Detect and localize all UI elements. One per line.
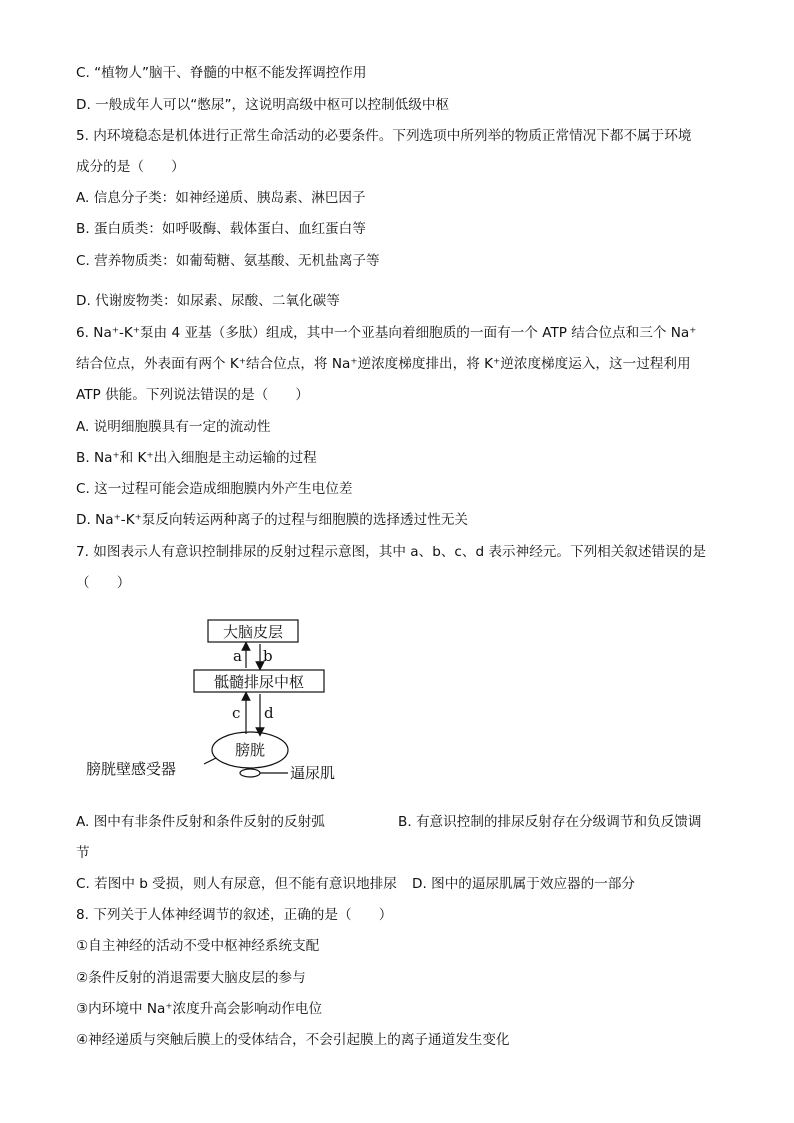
text-line: 5. 内环境稳态是机体进行正常生命活动的必要条件。下列选项中所列举的物质正常情况下都不属于环境 (76, 128, 692, 144)
text-line: C. 这一过程可能会造成细胞膜内外产生电位差 (76, 481, 353, 497)
text-line: C. “植物人”脑干、脊髓的中枢不能发挥调控作用 (76, 65, 367, 81)
cortex-label: 大脑皮层 (222, 623, 284, 641)
text-line: （ ） (76, 575, 131, 591)
text-line: D. Na⁺-K⁺泵反向转运两种离子的过程与细胞膜的选择透过性无关 (76, 512, 469, 528)
label-c: c (232, 704, 241, 722)
option-c: C. 若图中 b 受损，则人有尿意，但不能有意识地排尿 (76, 876, 397, 892)
receptor-label: 膀胱壁感受器 (86, 760, 177, 778)
label-b: b (263, 647, 273, 665)
receptor-pointer (204, 758, 216, 764)
text-line: D. 一般成年人可以“憋尿”，这说明高级中枢可以控制低级中枢 (76, 97, 450, 113)
reflex-diagram-svg (84, 612, 364, 788)
text-line: A. 信息分子类：如神经递质、胰岛素、淋巴因子 (76, 190, 366, 206)
option-b-continued: 节 (76, 845, 90, 861)
statement-item: ②条件反射的消退需要大脑皮层的参与 (76, 970, 306, 986)
text-line: B. Na⁺和 K⁺出入细胞是主动运输的过程 (76, 450, 317, 466)
option-d: D. 图中的逼尿肌属于效应器的一部分 (412, 876, 636, 892)
reflex-diagram (84, 612, 364, 788)
sphincter-shape (240, 769, 260, 777)
bladder-label: 膀胱 (234, 741, 266, 759)
option-b: B. 有意识控制的排尿反射存在分级调节和负反馈调 (398, 814, 702, 830)
statement-item: ①自主神经的活动不受中枢神经系统支配 (76, 938, 320, 954)
option-a: A. 图中有非条件反射和条件反射的反射弧 (76, 814, 325, 830)
statement-item: ④神经递质与突触后膜上的受体结合，不会引起膜上的离子通道发生变化 (76, 1032, 510, 1048)
text-line: A. 说明细胞膜具有一定的流动性 (76, 419, 271, 435)
sphincter-label: 逼尿肌 (290, 764, 336, 782)
statement-item: ③内环境中 Na⁺浓度升高会影响动作电位 (76, 1001, 323, 1017)
text-line: C. 营养物质类：如葡萄糖、氨基酸、无机盐离子等 (76, 253, 380, 269)
text-line: 6. Na⁺-K⁺泵由 4 亚基（多肽）组成，其中一个亚基向着细胞质的一面有一个 ATP 结合位点和三个 Na⁺ (76, 325, 697, 341)
text-line: B. 蛋白质类：如呼吸酶、载体蛋白、血红蛋白等 (76, 221, 366, 237)
center-label: 骶髓排尿中枢 (213, 673, 305, 691)
text-line: 结合位点，外表面有两个 K⁺结合位点，将 Na⁺逆浓度梯度排出，将 K⁺逆浓度梯度运入，这一过程利用 (76, 356, 691, 372)
label-d: d (264, 704, 274, 722)
label-a: a (233, 647, 242, 665)
text-line: 成分的是（ ） (76, 159, 185, 175)
text-line: ATP 供能。下列说法错误的是（ ） (76, 387, 309, 403)
text-line: D. 代谢废物类：如尿素、尿酸、二氧化碳等 (76, 293, 340, 309)
text-line: 7. 如图表示人有意识控制排尿的反射过程示意图，其中 a、b、c、d 表示神经元。下列相关叙述错误的是 (76, 544, 706, 560)
question-8-stem: 8. 下列关于人体神经调节的叙述，正确的是（ ） (76, 907, 393, 923)
